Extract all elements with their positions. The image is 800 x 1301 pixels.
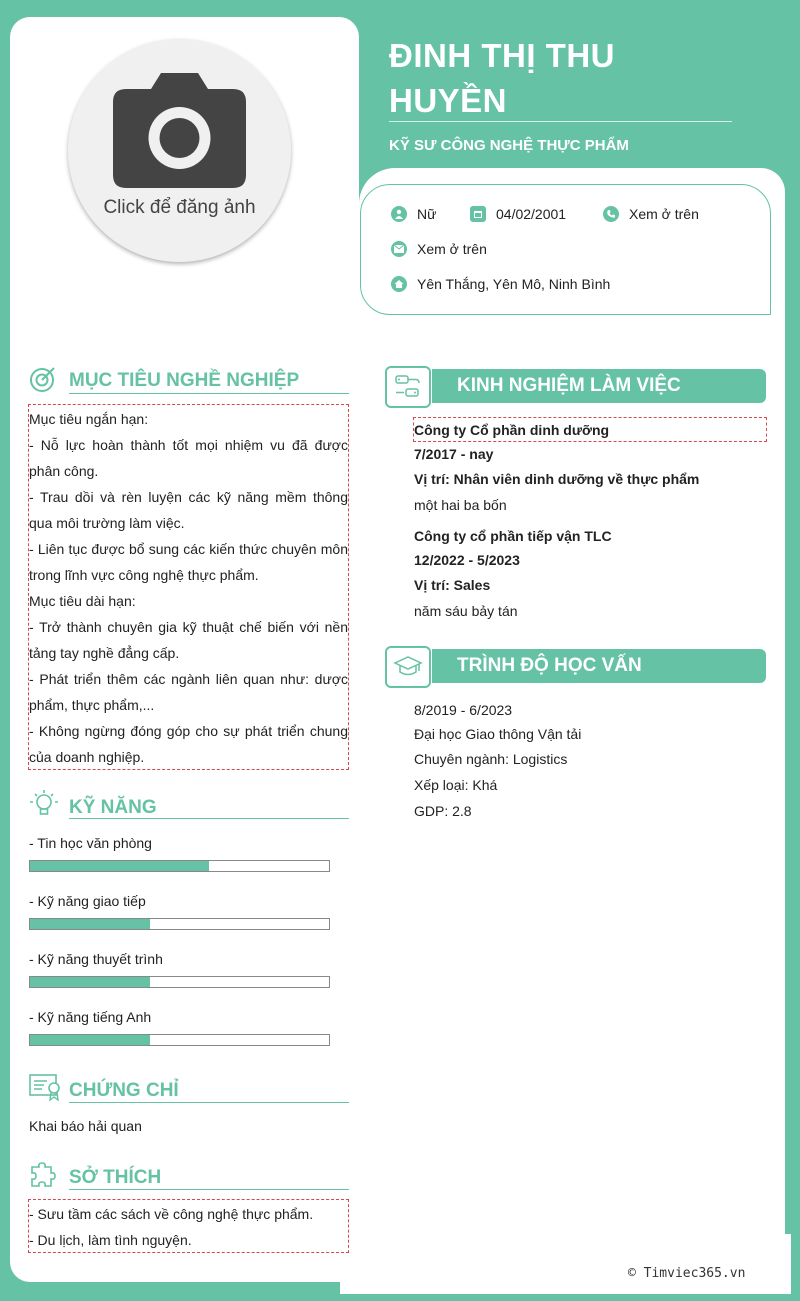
objective-title[interactable]: MỤC TIÊU NGHỀ NGHIỆP bbox=[69, 370, 300, 391]
hobbies-title[interactable]: SỞ THÍCH bbox=[69, 1167, 162, 1188]
education-period[interactable]: 8/2019 - 6/2023 bbox=[414, 702, 513, 718]
objective-line: - Trở thành chuyên gia kỹ thuật chế biến với nền tảng tay nghề đẳng cấp. bbox=[29, 619, 348, 661]
job-company[interactable]: Công ty cổ phần tiếp vận TLC bbox=[414, 528, 612, 544]
puzzle-icon bbox=[29, 1159, 59, 1189]
job-description[interactable]: một hai ba bốn bbox=[414, 497, 507, 513]
education-major[interactable]: Chuyên ngành: Logistics bbox=[414, 751, 568, 767]
job-description[interactable]: năm sáu bảy tán bbox=[414, 603, 518, 619]
skills-header bbox=[29, 789, 157, 819]
job-company-text: Công ty Cổ phần dinh dưỡng bbox=[414, 422, 610, 438]
skills-rule bbox=[69, 818, 349, 819]
hobby-line: - Sưu tầm các sách về công nghệ thực phẩm. bbox=[29, 1206, 314, 1222]
objective-line: Mục tiêu dài hạn: bbox=[29, 593, 136, 609]
skill-label[interactable]: - Tin học văn phòng bbox=[29, 835, 152, 851]
education-gpa[interactable]: GDP: 2.8 bbox=[414, 803, 472, 819]
experience-title[interactable]: KINH NGHIỆM LÀM VIỆC bbox=[432, 369, 766, 403]
certificates-rule bbox=[69, 1102, 349, 1103]
mail-icon bbox=[391, 241, 407, 257]
skill-bar-fill bbox=[30, 861, 209, 871]
contact-email[interactable] bbox=[391, 241, 487, 257]
skills-title[interactable]: KỸ NĂNG bbox=[69, 797, 157, 818]
contact-address[interactable] bbox=[391, 276, 610, 292]
objective-line: - Liên tục được bổ sung các kiến thức chuyên môn trong lĩnh vực công nghệ thực phẩm. bbox=[29, 541, 348, 583]
job-title[interactable]: KỸ SƯ CÔNG NGHỆ THỰC PHẨM bbox=[389, 137, 629, 154]
job-company[interactable] bbox=[413, 417, 767, 442]
hobbies-header bbox=[29, 1159, 161, 1189]
experience-icon-box bbox=[385, 366, 431, 408]
email-value: Xem ở trên bbox=[417, 241, 487, 257]
hobby-line: - Du lịch, làm tình nguyện. bbox=[29, 1232, 192, 1248]
lightbulb-icon bbox=[29, 789, 59, 819]
name-divider bbox=[389, 121, 732, 122]
calendar-icon bbox=[470, 206, 486, 222]
certificate-text[interactable]: Khai báo hải quan bbox=[29, 1118, 142, 1134]
skill-bar bbox=[29, 1034, 330, 1046]
skill-bar-fill bbox=[30, 1035, 150, 1045]
objective-line: - Phát triển thêm các ngành liên quan như: dược phẩm, thực phẩm,... bbox=[29, 671, 348, 713]
education-rank[interactable]: Xếp loại: Khá bbox=[414, 777, 498, 793]
dob-value: 04/02/2001 bbox=[496, 206, 567, 222]
skill-label[interactable]: - Kỹ năng giao tiếp bbox=[29, 893, 146, 909]
job-position[interactable]: Vị trí: Nhân viên dinh dưỡng về thực phẩm bbox=[414, 471, 700, 487]
education-icon-box bbox=[385, 646, 431, 688]
skill-bar-fill bbox=[30, 977, 150, 987]
skill-bar-fill bbox=[30, 919, 150, 929]
address-value: Yên Thắng, Yên Mô, Ninh Bình bbox=[417, 276, 611, 292]
footer-credit: © Timviec365.vn bbox=[628, 1266, 746, 1281]
skill-bar bbox=[29, 976, 330, 988]
skill-label[interactable]: - Kỹ năng tiếng Anh bbox=[29, 1009, 152, 1025]
objective-line: - Trau dồi và rèn luyện các kỹ năng mềm thông qua môi trường làm việc. bbox=[29, 489, 348, 531]
objective-line: Mục tiêu ngắn hạn: bbox=[29, 411, 149, 427]
graduation-cap-icon bbox=[393, 655, 423, 679]
certificates-header bbox=[29, 1072, 179, 1102]
certificates-title[interactable]: CHỨNG CHỈ bbox=[69, 1080, 179, 1101]
education-title[interactable]: TRÌNH ĐỘ HỌC VẤN bbox=[432, 649, 766, 683]
phone-icon bbox=[603, 206, 619, 222]
objective-header bbox=[29, 366, 299, 392]
job-period[interactable]: 7/2017 - nay bbox=[414, 446, 494, 462]
workflow-icon bbox=[394, 374, 422, 400]
camera-icon bbox=[113, 71, 246, 189]
contact-gender[interactable] bbox=[391, 206, 436, 222]
photo-label: Click để đăng ảnh bbox=[103, 197, 256, 218]
target-icon bbox=[29, 366, 57, 392]
objective-line: - Nỗ lực hoàn thành tốt mọi nhiệm vu đã được phân công. bbox=[29, 437, 348, 479]
home-icon bbox=[391, 276, 407, 292]
objective-rule bbox=[69, 393, 349, 394]
gender-value: Nữ bbox=[417, 206, 437, 222]
user-icon bbox=[391, 206, 407, 222]
candidate-name[interactable]: ĐINH THỊ THU HUYỀN bbox=[389, 37, 615, 119]
contact-dob[interactable] bbox=[470, 206, 566, 222]
job-position[interactable]: Vị trí: Sales bbox=[414, 577, 491, 593]
certificate-icon bbox=[29, 1072, 63, 1102]
skill-label[interactable]: - Kỹ năng thuyết trình bbox=[29, 951, 163, 967]
job-period[interactable]: 12/2022 - 5/2023 bbox=[414, 552, 520, 568]
objective-content[interactable] bbox=[28, 404, 349, 770]
skill-bar bbox=[29, 918, 330, 930]
hobbies-rule bbox=[69, 1189, 349, 1190]
photo-upload[interactable] bbox=[68, 39, 291, 262]
right-edge bbox=[785, 1234, 791, 1294]
phone-value: Xem ở trên bbox=[629, 206, 699, 222]
contact-phone[interactable] bbox=[603, 206, 699, 222]
skill-bar bbox=[29, 860, 330, 872]
objective-line: - Không ngừng đóng góp cho sự phát triển chung của doanh nghiệp. bbox=[29, 723, 348, 765]
hobbies-content[interactable] bbox=[28, 1199, 349, 1253]
education-school[interactable]: Đại học Giao thông Vận tải bbox=[414, 726, 582, 742]
